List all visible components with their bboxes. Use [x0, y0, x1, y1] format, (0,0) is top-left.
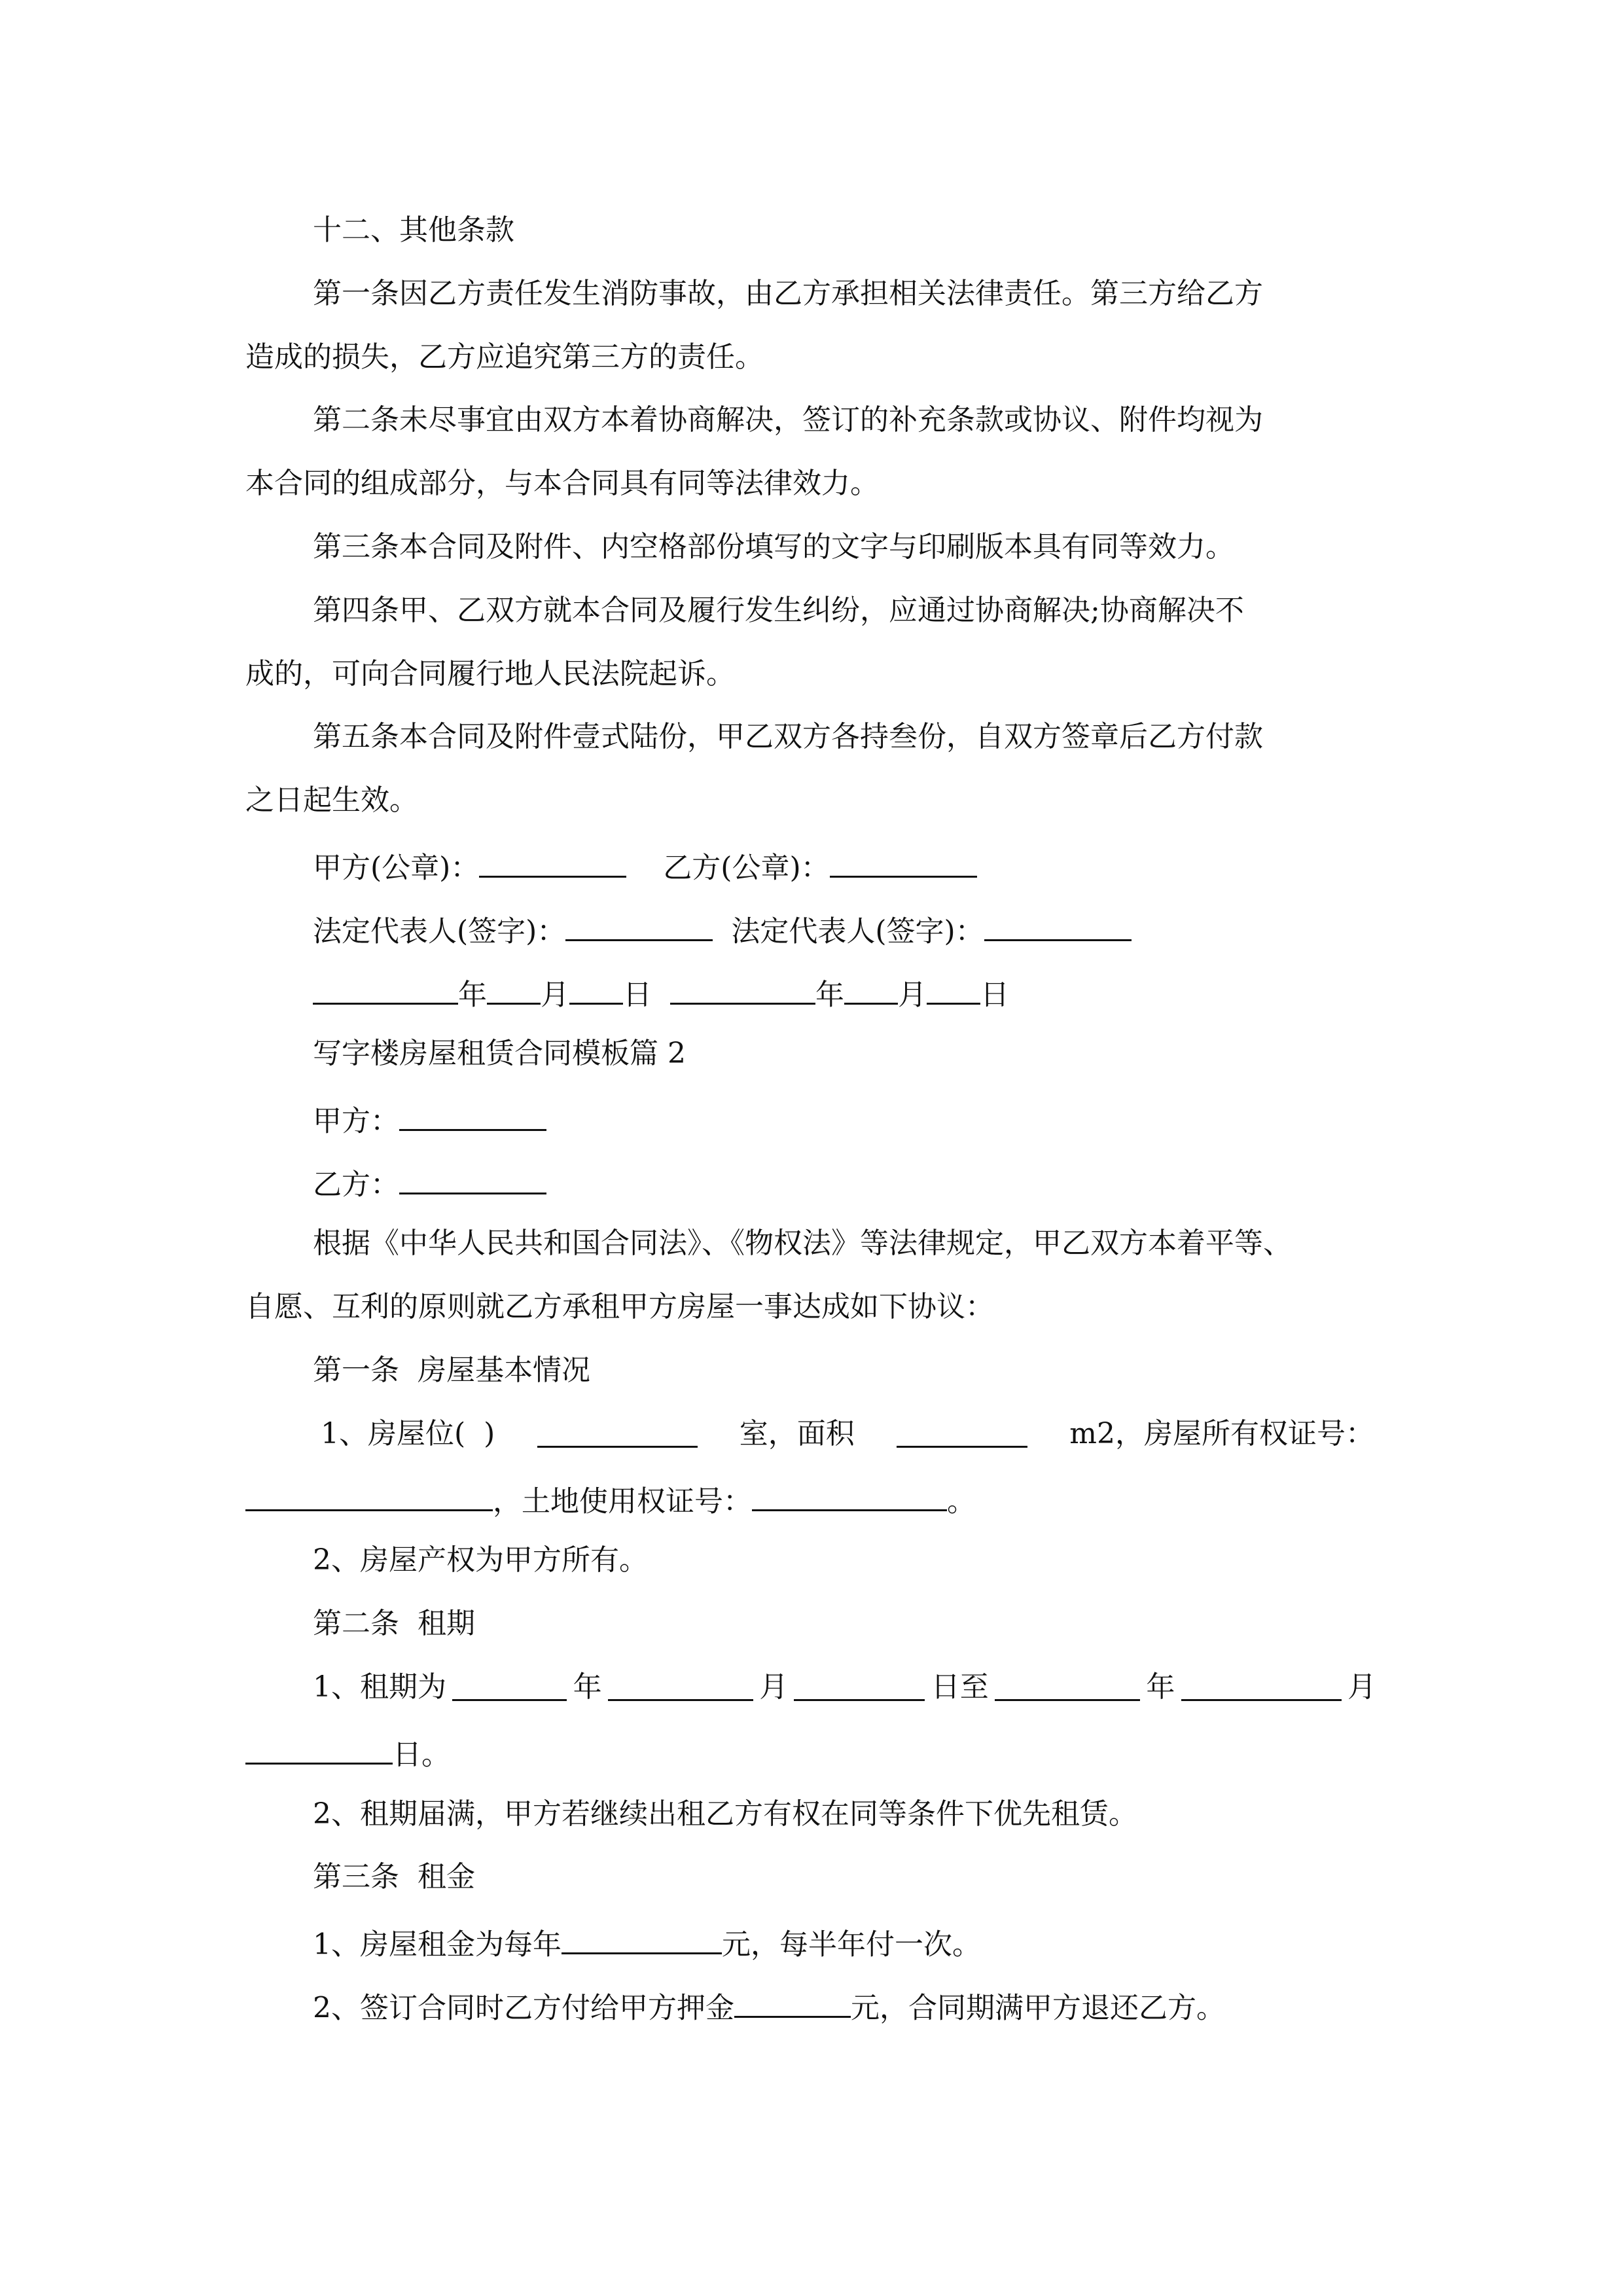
contract-2-title: 写字楼房屋租赁合同模板篇 2	[313, 1037, 686, 1070]
article-3-heading: 第三条 租金	[313, 1860, 475, 1893]
rent-label: 1、房屋租金为每年	[313, 1928, 562, 1962]
ownership-cert-label: m2，房屋所有权证号：	[1069, 1417, 1374, 1450]
article-5-line-2: 之日起生效。	[245, 783, 418, 817]
article-1-heading: 第一条 房屋基本情况	[313, 1354, 590, 1387]
article-2-heading: 第二条 租期	[313, 1607, 475, 1640]
article-1-item-1-line-1	[321, 1417, 1374, 1450]
month-label: 月	[897, 978, 927, 1012]
article-2-item-1-line-1	[313, 1670, 1376, 1704]
area-label: 室，面积	[739, 1417, 855, 1450]
term-label: 1、租期为	[313, 1670, 446, 1704]
party-a-blank	[399, 1103, 546, 1131]
land-cert-label: ，土地使用权证号：	[493, 1484, 752, 1518]
location-label: 1、房屋位( )	[321, 1417, 495, 1450]
year-label: 年	[815, 978, 844, 1012]
date-blank	[487, 977, 541, 1005]
date-blank	[927, 977, 980, 1005]
preamble-line-2: 自愿、互利的原则就乙方承租甲方房屋一事达成如下协议：	[245, 1290, 994, 1323]
day-to-label: 日至	[931, 1670, 989, 1704]
year-label: 年	[573, 1670, 602, 1704]
year-label: 年	[1146, 1670, 1175, 1704]
article-2-item-1-line-2	[245, 1736, 450, 1770]
article-1-item-2: 2、房屋产权为甲方所有。	[313, 1543, 648, 1577]
party-b-line	[313, 1166, 546, 1200]
day-label: 日	[623, 978, 652, 1012]
party-b-label: 乙方：	[313, 1168, 399, 1202]
rep-b-label: 法定代表人(签字)：	[731, 914, 984, 948]
date-blank	[313, 977, 458, 1005]
article-3-line: 第三条本合同及附件、内空格部份填写的文字与印刷版本具有同等效力。	[313, 530, 1234, 564]
party-b-seal-label: 乙方(公章)：	[663, 851, 830, 885]
day-label: 日	[980, 978, 1009, 1012]
month-label: 月	[1347, 1670, 1376, 1704]
deposit-blank	[734, 1990, 851, 2018]
rent-blank	[562, 1926, 722, 1954]
article-3-item-2	[313, 1990, 1225, 2023]
date-blank	[245, 1736, 393, 1765]
date-blank	[670, 977, 815, 1005]
party-b-blank	[399, 1166, 546, 1194]
article-2-item-2: 2、租期届满，甲方若继续出租乙方有权在同等条件下优先租赁。	[313, 1797, 1137, 1831]
party-a-label: 甲方：	[313, 1104, 399, 1138]
article-2-line-1: 第二条未尽事宜由双方本着协商解决，签订的补充条款或协议、附件均视为	[313, 403, 1263, 437]
deposit-label: 2、签订合同时乙方付给甲方押金	[313, 1991, 734, 2025]
article-4-line-2: 成的，可向合同履行地人民法院起诉。	[245, 657, 735, 691]
deposit-unit-label: 元，合同期满甲方退还乙方。	[851, 1991, 1225, 2025]
date-blank	[995, 1673, 1140, 1701]
representative-line	[313, 913, 1132, 946]
article-1-line-2: 造成的损失，乙方应追究第三方的责任。	[245, 340, 764, 374]
day-label: 日。	[393, 1738, 450, 1772]
party-b-seal-blank	[830, 850, 977, 878]
date-blank	[844, 977, 898, 1005]
article-1-item-1-line-2	[245, 1483, 976, 1516]
date-blank	[794, 1673, 925, 1701]
preamble-line-1: 根据《中华人民共和国合同法》、《物权法》等法律规定，甲乙双方本着平等、	[313, 1227, 1292, 1260]
year-label: 年	[458, 978, 487, 1012]
article-1-line-1: 第一条因乙方责任发生消防事故，由乙方承担相关法律责任。第三方给乙方	[313, 277, 1263, 310]
article-5-line-1: 第五条本合同及附件壹式陆份，甲乙双方各持叁份，自双方签章后乙方付款	[313, 720, 1263, 753]
party-a-seal-blank	[479, 850, 626, 878]
month-label: 月	[541, 978, 569, 1012]
rep-a-label: 法定代表人(签字)：	[313, 914, 566, 948]
date-blank	[452, 1673, 567, 1701]
date-blank	[1181, 1673, 1342, 1701]
date-line	[313, 977, 1009, 1010]
month-label: 月	[759, 1670, 789, 1704]
period: 。	[947, 1484, 976, 1518]
date-blank	[569, 977, 623, 1005]
rep-b-blank	[984, 913, 1132, 941]
section-heading: 十二、其他条款	[313, 213, 514, 247]
land-cert-blank	[752, 1483, 947, 1511]
article-4-line-1: 第四条甲、乙双方就本合同及履行发生纠纷，应通过协商解决;协商解决不	[313, 594, 1244, 627]
party-a-line	[313, 1103, 546, 1136]
article-2-line-2: 本合同的组成部分，与本合同具有同等法律效力。	[245, 467, 879, 500]
room-blank	[537, 1420, 698, 1448]
seal-line	[313, 850, 977, 883]
article-3-item-1	[313, 1926, 981, 1960]
date-blank	[608, 1673, 753, 1701]
party-a-seal-label: 甲方(公章)：	[313, 851, 480, 885]
ownership-cert-blank	[245, 1483, 493, 1511]
area-blank	[897, 1420, 1027, 1448]
rep-a-blank	[565, 913, 713, 941]
rent-unit-label: 元，每半年付一次。	[722, 1928, 981, 1962]
